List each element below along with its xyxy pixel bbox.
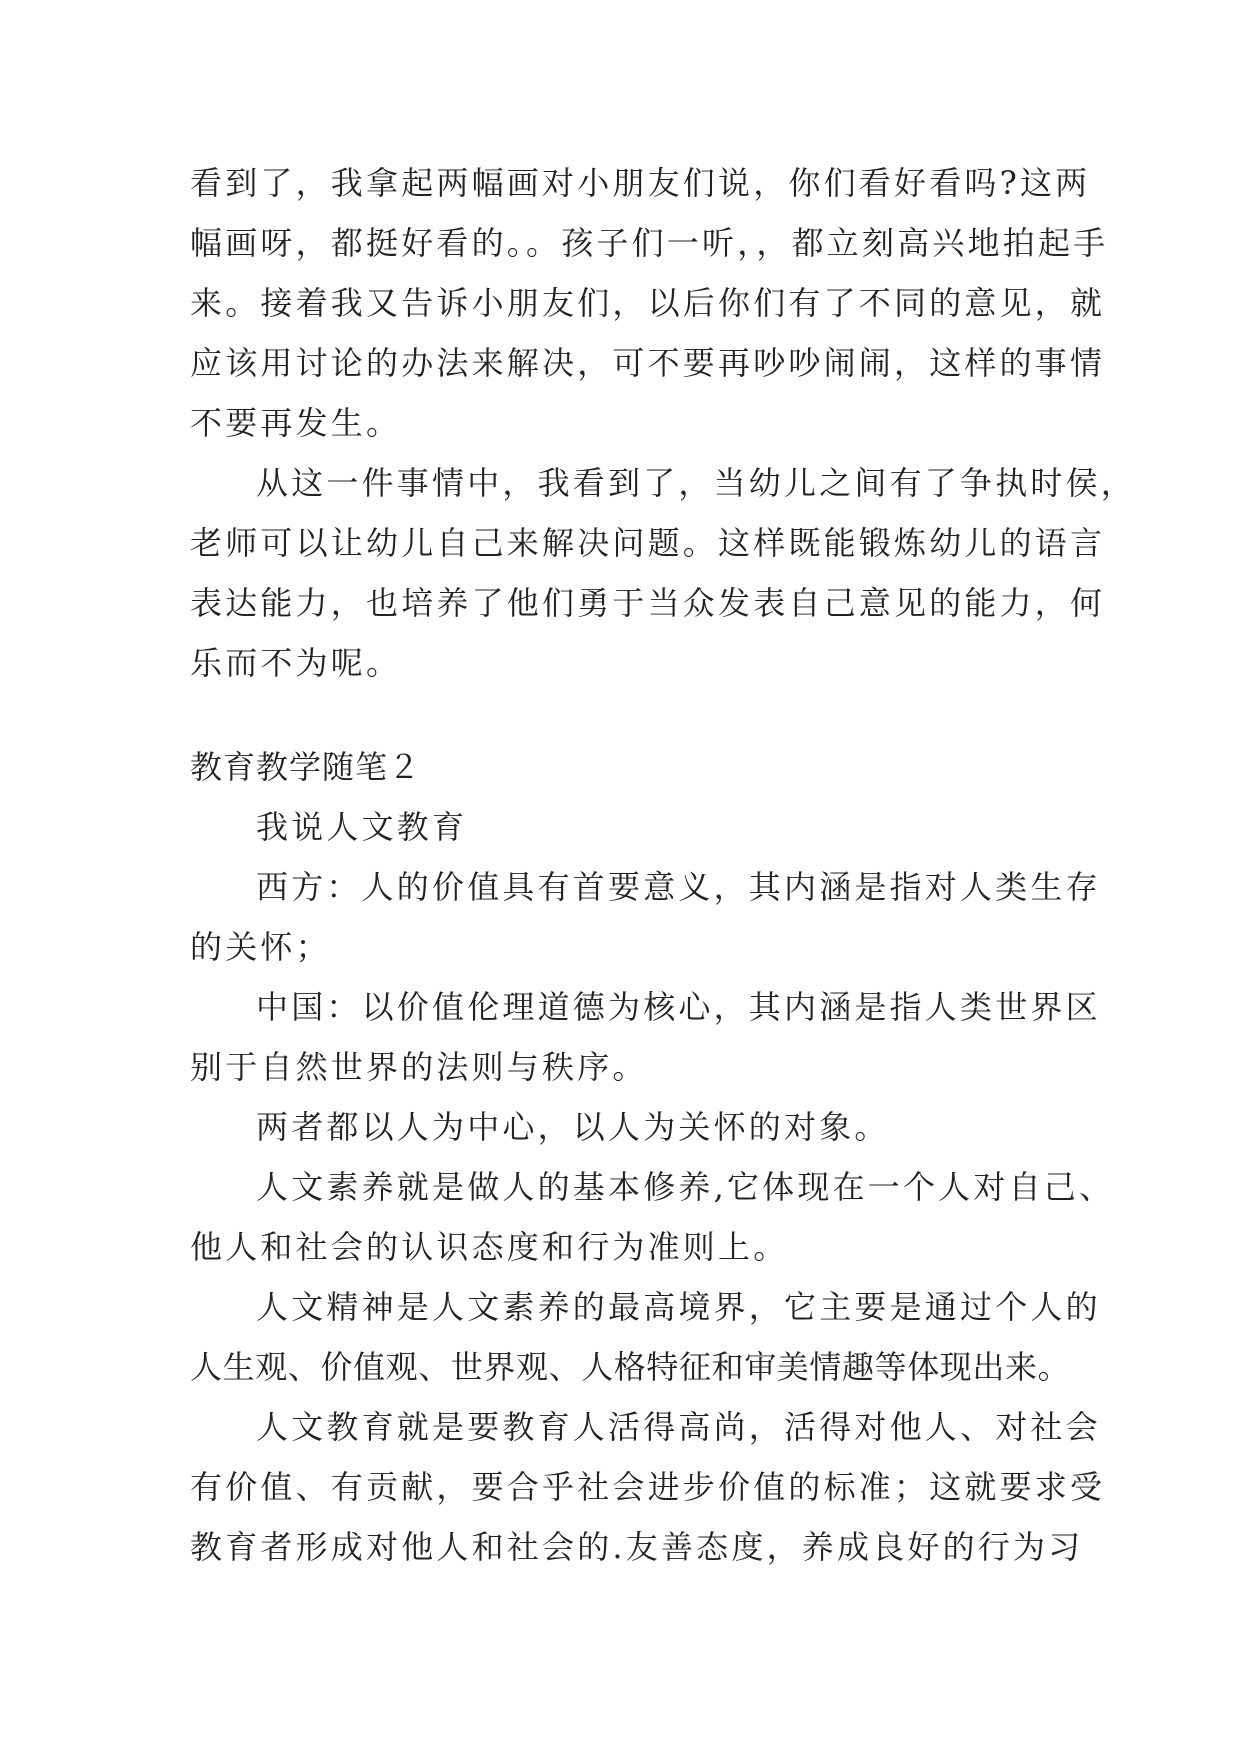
paragraph-line: 中国：以价值伦理道德为核心，其内涵是指人类世界区	[256, 988, 1101, 1026]
paragraph-line: 人生观、价值观、世界观、人格特征和审美情趣等体现出来。	[190, 1348, 1071, 1386]
paragraph-line: 人文教育就是要教育人活得高尚，活得对他人、对社会	[256, 1408, 1101, 1446]
paragraph-line: 人文素养就是做人的基本修养,它体现在一个人对自己、	[256, 1168, 1115, 1206]
paragraph-line: 不要再发生。	[190, 404, 402, 442]
subtitle: 我说人文教育	[256, 808, 468, 846]
paragraph-line: 的关怀；	[190, 928, 331, 966]
paragraph-line: 人文精神是人文素养的最高境界，它主要是通过个人的	[256, 1288, 1101, 1326]
paragraph-line: 西方：人的价值具有首要意义，其内涵是指对人类生存	[256, 868, 1101, 906]
paragraph-line: 从这一件事情中，我看到了，当幼儿之间有了争执时侯，	[256, 464, 1137, 502]
paragraph-line: 有价值、有贡献，要合乎社会进步价值的标准；这就要求受	[190, 1468, 1106, 1506]
paragraph-line: 教育者形成对他人和社会的.友善态度，养成良好的行为习	[190, 1528, 1084, 1566]
paragraph-line: 看到了，我拿起两幅画对小朋友们说，你们看好看吗?这两	[190, 164, 1091, 202]
paragraph-line: 两者都以人为中心，以人为关怀的对象。	[256, 1108, 890, 1146]
paragraph-line: 别于自然世界的法则与秩序。	[190, 1048, 648, 1086]
paragraph-line: 应该用讨论的办法来解决，可不要再吵吵闹闹，这样的事情	[190, 344, 1106, 382]
paragraph-line: 幅画呀，都挺好看的。。孩子们一听，，都立刻高兴地拍起手	[190, 224, 1109, 262]
section-title: 教育教学随笔２	[190, 748, 422, 786]
paragraph-line: 乐而不为呢。	[190, 644, 402, 682]
paragraph-line: 来。接着我又告诉小朋友们，以后你们有了不同的意见，就	[190, 284, 1106, 322]
paragraph-line: 表达能力，也培养了他们勇于当众发表自己意见的能力，何	[190, 584, 1106, 622]
paragraph-line: 他人和社会的认识态度和行为准则上。	[190, 1228, 789, 1266]
paragraph-line: 老师可以让幼儿自己来解决问题。这样既能锻炼幼儿的语言	[190, 524, 1106, 562]
